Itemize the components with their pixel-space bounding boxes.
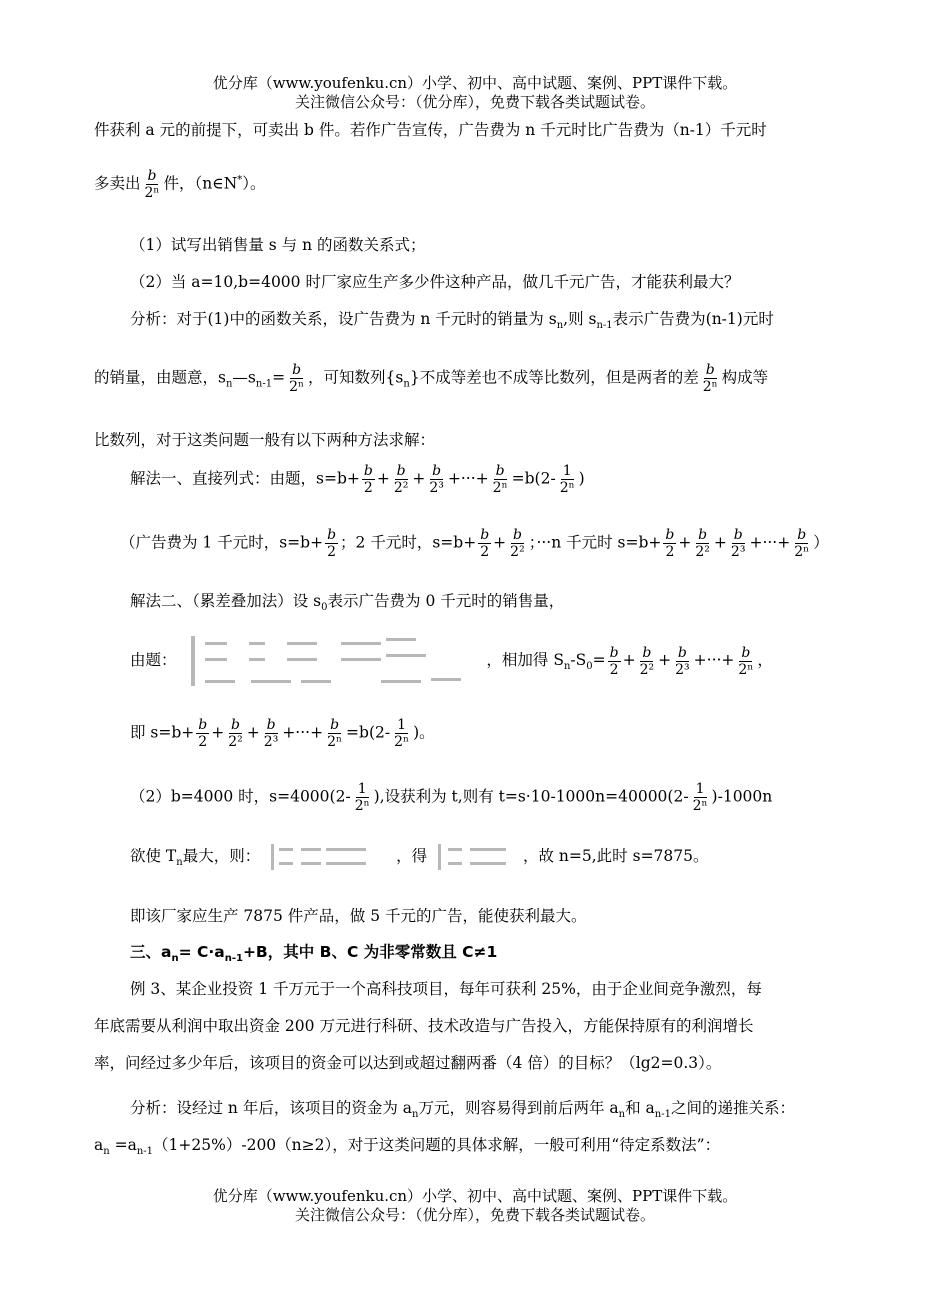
- question-1: （1）试写出销售量 s 与 n 的函数关系式；: [130, 236, 426, 254]
- example-3: 率，问经过多少年后，该项目的资金可以达到或超过翻两番（4 倍）的目标？（lg2=0.3）。: [94, 1054, 722, 1072]
- method-1: 解法一、直接列式：由题，s=b+ $\frac{b}{2}$ + $\frac{b}{\text{2²}}$ + $\frac{b}{\text{2³}}$ +···+ $\frac{b}{\text{2ⁿ}}$ =b(2- $\frac{1}{\text{2ⁿ}}$ ): [130, 463, 585, 496]
- example-3: 年底需要从利润中取出资金 200 万元进行科研、技术改造与广告投入，方能保持原有的利润增长: [94, 1017, 754, 1035]
- analysis-line: $a_n =a_{n-1}(1+25\%)-200(n\ge 2)$，对于这类问题的具体求解，一般可利用“待定系数法”：: [94, 1136, 721, 1158]
- section-heading: 三、$a_n= C\cdot a_{n-1}+B$，其中 B、C 为非零常数且 C≠1: [130, 943, 498, 965]
- example-3: 例 3、某企业投资 1 千万元于一个高科技项目，每年可获利 25%，由于企业间竞争激烈，每: [130, 980, 762, 998]
- part-2: （2）b=4000 时，s=4000(2- $\frac{1}{\text{2ⁿ}}$ ),设获利为 t,则有 t=s·10-1000n=40000(2- $\frac{1}{\text{2ⁿ}}$ )-1000n: [130, 781, 773, 814]
- fraction: $\frac{b}{\text{2ⁿ}}$: [144, 168, 160, 201]
- inequality-system-image: [271, 842, 391, 872]
- method-2-result: 即 s=b+ $\frac{b}{2}$ + $\frac{b}{\text{2²}}$ + $\frac{b}{\text{2³}}$ +···+ $\frac{b}{\text{2ⁿ}}$ =b(2- $\frac{1}{\text{2ⁿ}}$ )。: [130, 717, 435, 750]
- page-header-line2: 关注微信公众号：（优分库），免费下载各类试题试卷。: [294, 93, 655, 111]
- equation-system-image: [191, 634, 481, 688]
- text-line: 件获利 a 元的前提下，可卖出 b 件。若作广告宣传，广告费为 n 千元时比广告费为（n-1）千元时: [94, 121, 767, 139]
- page-footer-line2: 关注微信公众号：（优分库），免费下载各类试题试卷。: [294, 1206, 655, 1224]
- method-1-note: （广告费为 1 千元时，s=b+ $\frac{b}{2}$ ；2 千元时，s=b+ $\frac{b}{2}$ + $\frac{b}{\text{2²}}$ ；···n 千元时 s=b+ $\frac{b}{2}$ + $\frac{b}{\text{2²}}$ + $\frac{b}{\text{2³}}$ +···+ $\frac{b}{\text{2ⁿ}}$ ）: [120, 527, 829, 560]
- question-2: （2）当 a=10,b=4000 时厂家应生产多少件这种产品，做几千元广告，才能获利最大？: [130, 273, 740, 291]
- text-line: 多卖出 $\frac{b}{\text{2ⁿ}}$ 件，（n∈N*）。: [94, 168, 266, 201]
- text: 件，（n∈N: [163, 174, 238, 193]
- analysis-line: 的销量，由题意，$s_n—s_{n-1}=$ $\frac{b}{\text{2ⁿ}}$ ，可知数列$\{s_n\}$不成等差也不成等比数列，但是两者的差 $\frac{b}{\text{2ⁿ}}$ 构成等: [94, 362, 769, 395]
- page-footer-line1: 优分库（www.youfenku.cn）小学、初中、高中试题、案例、PPT课件下载。: [212, 1187, 738, 1205]
- analysis-line: 比数列，对于这类问题一般有以下两种方法求解：: [94, 431, 436, 449]
- maximize-line: 欲使 $T_n$最大，则： ，得 ，故 n=5,此时 s=7875。: [130, 842, 900, 872]
- analysis-line: 分析：设经过 n 年后，该项目的资金为 $a_n$万元，则容易得到前后两年 $a_n$和 $a_{n-1}$之间的递推关系：: [130, 1099, 795, 1121]
- text: ）。: [242, 174, 266, 193]
- method-2-system: 由题： ，相加得 $S_n-S_0=$ $\frac{b}{2}$ + $\frac{b}{\text{2²}}$ + $\frac{b}{\text{2³}}$ +···+ $\frac{b}{\text{2ⁿ}}$ ，: [130, 634, 900, 688]
- text: 多卖出: [94, 174, 141, 193]
- analysis-line: 分析：对于(1)中的函数关系，设广告费为 n 千元时的销量为 $s_n$,则 $s_{n-1}$表示广告费为(n-1)元时: [130, 310, 774, 332]
- page-header-line1: 优分库（www.youfenku.cn）小学、初中、高中试题、案例、PPT课件下载。: [212, 74, 738, 92]
- method-2: 解法二、（累差叠加法）设 $s_0$表示广告费为 0 千元时的销售量，: [130, 592, 565, 614]
- conclusion: 即该厂家应生产 7875 件产品，做 5 千元的广告，能使获利最大。: [130, 907, 587, 925]
- solution-system-image: [438, 842, 518, 872]
